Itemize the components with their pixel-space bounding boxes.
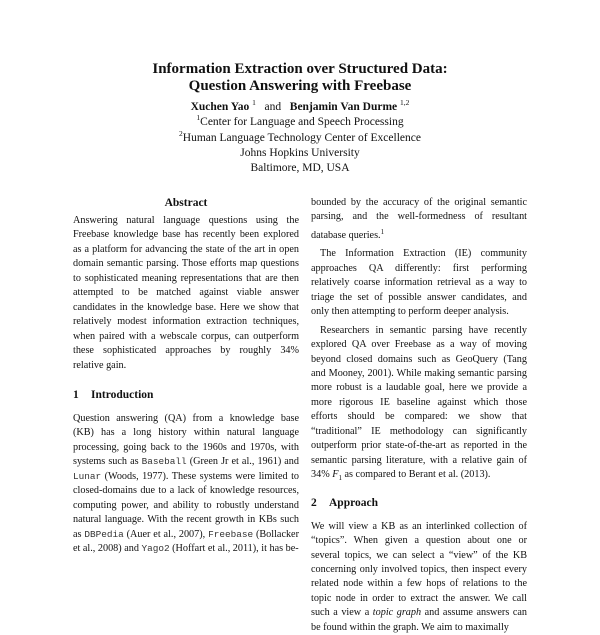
affiliation-2-mark: 2 [179,128,183,138]
author-names [0,100,600,115]
researchers-text-2: as compared to Berant et al. (2013). [341,469,491,481]
intro-text-3: (Woods, 1977). These systems were limited to closed-domains due to a lack of knowledge resources, computing power, and ability to robustly understand natural language. With the recent growth in KBs such as [73,470,299,540]
author-block [0,100,600,176]
kb-freebase: Freebase [208,528,254,540]
kb-dbpedia: DBPedia [84,528,124,540]
researchers-text-1: Researchers in semantic parsing have recently explored QA over Freebase as a way of moving beyond closed domains such as GeoQuery (Tang and Mooney, 2001). While making semantic parsing more robust is a laudable goal, here we provide a more rigorous IE baseline against which those efforts should be compared: we show that “traditional” IE methodology can significantly outperform prior state-of-the-art as reported in the semantic parsing literature, with a relative gain of 34% [311,324,527,481]
f1-symbol: F [332,469,339,481]
kb-yago2: Yago2 [141,543,170,555]
author-2: Benjamin Van Durme [289,101,398,113]
university: Johns Hopkins University [240,146,360,159]
location: Baltimore, MD, USA [250,162,350,175]
continued-paragraph [311,196,527,243]
paper-title [0,61,600,95]
author-conjunction: and [264,101,282,113]
left-column [73,196,299,557]
author-2-affiliation-mark: 1,2 [400,98,410,107]
system-lunar: Lunar [73,470,102,482]
intro-text-5: (Bollacker et al., 2008) and [73,528,299,555]
f1-subscript: 1 [338,474,342,483]
ie-paragraph: The Information Extraction (IE) community approaches QA differently: first performing relatively coarse information retrieval as a way to triage the set of possible answer candidates, and only then attempting to perform deeper analysis. [311,248,527,318]
affiliation-1-text: Center for Language and Speech Processing [200,116,404,129]
section-1-heading [73,388,299,403]
section-2-number: 2 [311,496,317,509]
section-2-title: Approach [329,496,378,509]
affiliation-2 [0,128,600,146]
section-1-title: Introduction [91,388,154,401]
section-1-number: 1 [73,388,79,401]
intro-text-1: Question answering (QA) from a knowledge base (KB) has a long history within natural language processing, going back to the 1960s and 1970s, with systems such as [73,412,299,468]
abstract-text: Answering natural language questions using the Freebase knowledge base has recently been explored as a platform for advancing the state of the art in open domain semantic parsing. Those efforts map questions to sophisticated meaning representations that are then attempted to be matched against viable answer candidates in the knowledge base. Here we show that relatively modest information extraction techniques, when paired with a webscale corpus, can outperform these sophisticated approaches by roughly 34% relative gain. [73,215,299,371]
affiliation-1 [0,115,600,130]
author-1: Xuchen Yao [190,101,250,113]
title-line-1: Information Extraction over Structured Data: [152,61,448,77]
footnote-mark: 1 [380,227,385,236]
system-baseball: Baseball [141,456,187,468]
approach-text-2: and assume answers can be found within the graph. We aim to maximally [311,607,527,633]
approach-paragraph [311,520,527,635]
section-2-heading [311,496,527,511]
continued-text: bounded by the accuracy of the original semantic parsing, and the well-formedness of resultant database queries. [311,197,527,241]
intro-paragraph [73,412,299,557]
approach-text-1: We will view a KB as an interlinked collection of “topics”. When given a question about one or several topics, we can select a “view” of the KB concerning only involved topics, then inspect every related node within a few hops of relations to the topic node in order to extract the answer. We call such a view a [311,520,527,619]
author-1-affiliation-mark: 1 [252,98,256,107]
researchers-paragraph [311,324,527,483]
right-column [311,196,527,635]
intro-text-2: (Green Jr et al., 1961) and [186,456,299,468]
topic-graph-term: topic graph [372,607,422,619]
affiliation-1-mark: 1 [196,113,201,123]
affiliation-2-text: Human Language Technology Center of Excellence [182,131,421,144]
title-line-2: Question Answering with Freebase [188,78,412,94]
abstract-heading: Abstract [164,197,208,209]
intro-text-6: (Hoffart et al., 2011), it has be- [169,543,299,555]
intro-text-4: (Auer et al., 2007), [123,528,209,540]
